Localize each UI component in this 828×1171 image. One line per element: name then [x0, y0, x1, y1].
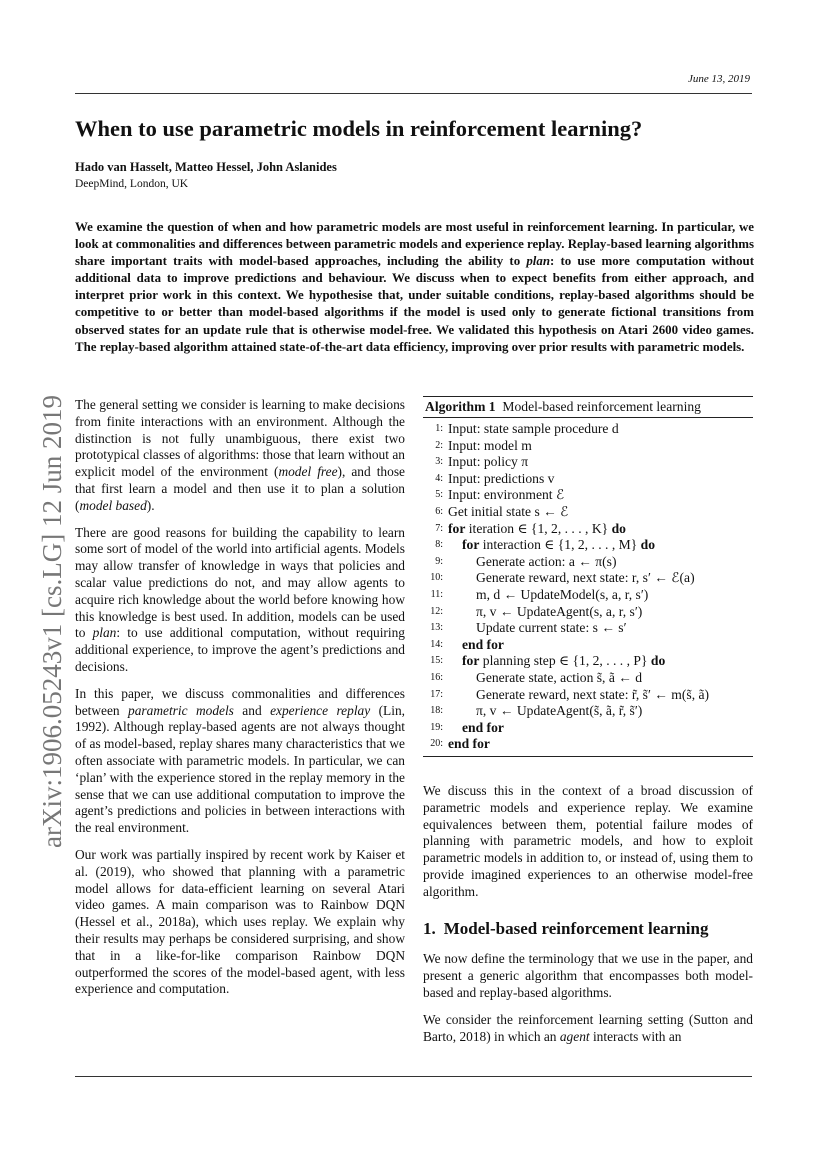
paragraph: There are good reasons for building the capability to learn some sort of model of the world into artificial agents. Models may allow transfer of knowledge in ways that policies and scalar value predictions do not, and may allow agents to acquire rich knowledge about the world before knowing how this knowledge is best used. In addition, models can be used to plan: to use additional computation, without requiring additional experience, to improve the agent’s predictions and decisions.	[75, 524, 405, 674]
line-body: for iteration ∈ {1, 2, . . . , K} do	[448, 520, 626, 536]
abstract-text-2: : to use more computation without additional data to improve predictions and behaviour. We discuss when to expect benefits from either approach, and interpret prior work in this context. We hypothesise that, under suitable conditions, replay-based algorithms should be competitive to or better than model-based algorithms if the model is used only to generate fictional transitions from observed states for an update rule that is otherwise model-free. We validated this hypothesis on Atari 2600 video games. The replay-based algorithm attained state-of-the-art data efficiency, improving over prior results with parametric models.	[75, 254, 754, 354]
header-rule	[75, 93, 752, 94]
line-body: Generate reward, next state: r, s′ ← ℰ(a)	[476, 570, 695, 586]
abstract-emphasis: plan	[526, 254, 550, 269]
line-body: Generate action: a ← π(s)	[476, 553, 617, 569]
algorithm-line	[423, 570, 753, 587]
algorithm-line	[423, 653, 753, 670]
line-body: π, v ← UpdateAgent(s, a, r, s′)	[476, 603, 643, 619]
line-number: 15:	[430, 655, 443, 667]
abstract-text-1: We examine the question of when and how parametric models are most useful in reinforcement learning. In particular, we look at commonalities and differences between parametric models and experience replay. Replay-based learning algorithms share important traits with model-based approaches, including the ability to	[75, 220, 754, 269]
affiliation: DeepMind, London, UK	[75, 178, 189, 190]
line-body: Input: predictions v	[448, 470, 555, 486]
author-list: Hado van Hasselt, Matteo Hessel, John Aslanides	[75, 160, 337, 174]
arxiv-stamp: arXiv:1906.05243v1 [cs.LG] 12 Jun 2019	[37, 395, 67, 848]
algorithm-line	[423, 620, 753, 637]
algorithm-line	[423, 637, 753, 654]
algorithm-bottom-rule	[423, 756, 753, 757]
footer-rule	[75, 1076, 752, 1077]
header-date: June 13, 2019	[687, 73, 750, 85]
algorithm-lines	[423, 418, 753, 756]
line-number: 14:	[430, 638, 443, 650]
line-number: 11:	[430, 588, 443, 600]
line-number: 13:	[430, 622, 443, 634]
algorithm-line	[423, 554, 753, 571]
line-body: Generate reward, next state: r̃, s̃′ ← m(s̃, ã)	[476, 686, 710, 702]
algorithm-line	[423, 703, 753, 720]
algorithm-line	[423, 487, 753, 504]
algorithm-line	[423, 587, 753, 604]
line-body: end for	[448, 736, 490, 752]
algorithm-line	[423, 504, 753, 521]
line-number: 2:	[435, 439, 443, 451]
line-number: 6:	[435, 505, 443, 517]
line-number: 16:	[430, 671, 443, 683]
line-number: 3:	[435, 456, 443, 468]
line-number: 9:	[435, 555, 443, 567]
section-heading: 1. Model-based reinforcement learning	[423, 918, 709, 938]
line-body: Get initial state s ← ℰ	[448, 503, 569, 519]
line-body: Input: state sample procedure d	[448, 421, 619, 436]
line-body: end for	[462, 636, 504, 652]
line-body: Generate state, action s̃, ã ← d	[476, 669, 643, 685]
line-body: end for	[462, 719, 504, 735]
algorithm-line	[423, 720, 753, 737]
algorithm-line	[423, 454, 753, 471]
left-column	[75, 397, 405, 1008]
algorithm-line	[423, 438, 753, 455]
line-body: π, v ← UpdateAgent(s̃, ã, r̃, s̃′)	[476, 703, 643, 719]
line-body: for interaction ∈ {1, 2, . . . , M} do	[462, 537, 656, 553]
paragraph: In this paper, we discuss commonalities and differences between parametric models and experience replay (Lin, 1992). Although replay-based agents are not always thought of as model-based, replay shares many characteristics that we often associate with parametric models. In particular, we can ‘plan’ with the experience stored in the replay memory in the sense that we can use additional computation to improve the agent’s predictions and policies in between interactions with the real environment.	[75, 685, 406, 836]
line-body: m, d ← UpdateModel(s, a, r, s′)	[476, 586, 649, 602]
line-number: 1:	[435, 423, 443, 434]
algorithm-line	[423, 471, 753, 488]
paragraph: We discuss this in the context of a broad discussion of parametric models and experience replay. We examine equivalences between them, potential failure modes of planning with parametric models, and how to exploit parametric models in addition to, or instead of, using them to provide imagined experiences to an otherwise model-free algorithm.	[423, 783, 753, 899]
line-number: 4:	[435, 472, 443, 484]
algorithm-line	[423, 670, 753, 687]
paragraph: The general setting we consider is learning to make decisions from finite interactions with an environment. Although the distinction is not fully unambiguous, there exist two prototypical classes of algorithms: those that learn without an explicit model of the environment (model free), and those that first learn a model and then use it to plan a solution (model based).	[75, 397, 405, 513]
line-number: 20:	[430, 738, 443, 750]
line-number: 18:	[430, 705, 443, 717]
abstract	[75, 219, 754, 356]
algorithm-line	[423, 421, 753, 438]
paragraph: We consider the reinforcement learning setting (Sutton and Barto, 2018) in which an agent interacts with an	[423, 1011, 753, 1044]
algorithm-line	[423, 687, 753, 704]
right-column	[423, 783, 753, 1055]
line-body: Update current state: s ← s′	[476, 620, 627, 636]
line-body: for planning step ∈ {1, 2, . . . , P} do	[462, 653, 666, 669]
line-number: 19:	[430, 721, 443, 733]
algorithm-line	[423, 521, 753, 538]
line-number: 5:	[435, 489, 443, 501]
paper-title: When to use parametric models in reinforcement learning?	[75, 116, 643, 141]
line-body: Input: model m	[448, 437, 532, 453]
line-body: Input: policy π	[448, 454, 529, 470]
line-body: Input: environment ℰ	[448, 487, 565, 503]
algorithm-line	[423, 537, 753, 554]
algorithm-box	[423, 396, 753, 757]
paragraph: We now define the terminology that we use in the paper, and present a generic algorithm that encompasses both model-based and replay-based algorithms.	[423, 951, 753, 1000]
algorithm-caption: Algorithm 1 Model-based reinforcement learning	[425, 399, 701, 414]
line-number: 17:	[430, 688, 443, 700]
line-number: 7:	[435, 522, 443, 534]
algorithm-line	[423, 604, 753, 621]
line-number: 10:	[430, 572, 443, 584]
line-number: 8:	[435, 539, 443, 551]
line-number: 12:	[430, 605, 443, 617]
paragraph: Our work was partially inspired by recent work by Kaiser et al. (2019), who showed that planning with a parametric model allows for data-efficient learning on several Atari video games. A main comparison was to Rainbow DQN (Hessel et al., 2018a), which uses replay. We explain why their results may perhaps be considered surprising, and show that in a like-for-like comparison Rainbow DQN outperformed the scores of the model-based agent, with less experience and computation.	[75, 846, 405, 997]
algorithm-line	[423, 736, 753, 753]
